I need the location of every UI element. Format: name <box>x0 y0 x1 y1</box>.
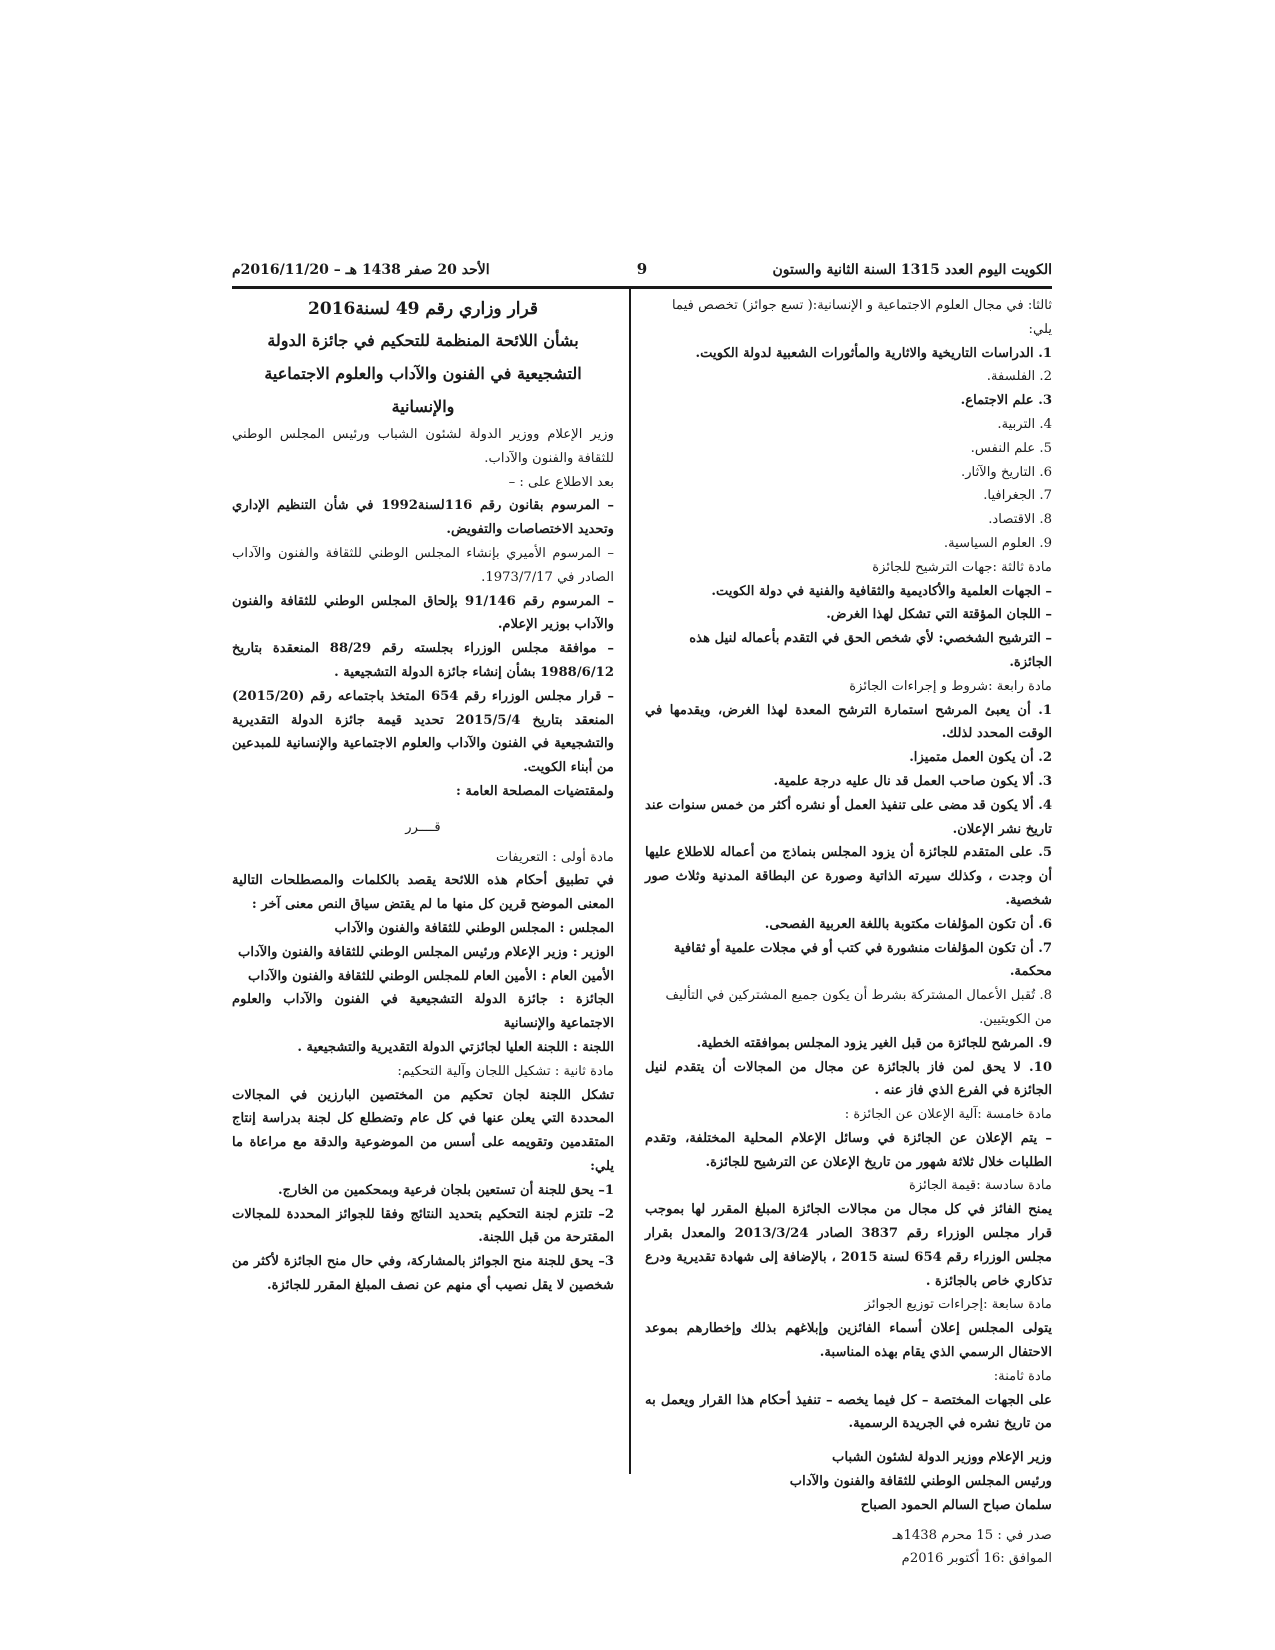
list-item: 3. ألا يكون صاحب العمل قد نال عليه درجة علمية. <box>773 773 1052 789</box>
signature-line: وزير الإعلام ووزير الدولة لشئون الشباب <box>832 1450 1052 1466</box>
list-item: – موافقة مجلس الوزراء بجلسته رقم 88/29 المنعقدة بتاريخ 1988/6/12 بشأن إنشاء جائزة الدولة التشجيعية . <box>232 641 614 680</box>
page-number: 9 <box>636 260 648 278</box>
list-item: 7. أن تكون المؤلفات منشورة في كتب أو في مجلات علمية أو ثقافية محكمة. <box>673 940 1052 980</box>
right-column <box>645 294 1052 1571</box>
list-item: 5. علم النفس. <box>970 440 1052 456</box>
decree-title-line: قرار وزاري رقم 49 لسنة2016 <box>307 299 539 319</box>
header-issue-info: الكويت اليوم العدد 1315 السنة الثانية والستون <box>772 262 1052 278</box>
list-item: 4. التربية. <box>997 416 1052 432</box>
column-divider <box>629 289 631 1474</box>
list-item: 3– يحق للجنة منح الجوائز بالمشاركة، وفي حال منح الجائزة لأكثر من شخصين لا يقل نصيب أي منهم عن نصف المبلغ المقرر للجائزة. <box>232 1254 614 1293</box>
paragraph: وزير الإعلام ووزير الدولة لشئون الشباب ورئيس المجلس الوطني للثقافة والفنون والآداب. <box>232 427 614 466</box>
decree-title-line: التشجيعية في الفنون والآداب والعلوم الاجتماعية <box>264 364 582 383</box>
article-heading: مادة رابعة :شروط و إجراءات الجائزة <box>849 678 1052 694</box>
paragraph: ولمقتضيات المصلحة العامة : <box>455 783 614 799</box>
article-heading: مادة سادسة :قيمة الجائزة <box>909 1178 1052 1194</box>
issue-date-gregorian: الموافق :16 أكتوبر 2016م <box>901 1551 1052 1567</box>
paragraph: ثالثا: في مجال العلوم الاجتماعية و الإنسانية:( تسع جوائز) تخصص فيما يلي: <box>672 298 1052 337</box>
paragraph: – يتم الإعلان عن الجائزة في وسائل الإعلام المحلية المختلفة، وتقدم الطلبات خلال ثلاثة شهور من تاريخ الإعلان عن الترشيح للجائزة. <box>645 1130 1052 1170</box>
article-heading: مادة ثالثة :جهات الترشيح للجائزة <box>872 559 1052 575</box>
list-item: 6. أن تكون المؤلفات مكتوبة باللغة العربية الفصحى. <box>764 916 1052 932</box>
list-item: 7. الجغرافيا. <box>983 488 1052 504</box>
signature-line: ورئيس المجلس الوطني للثقافة والفنون والآداب <box>789 1474 1052 1490</box>
article-heading: مادة ثانية : تشكيل اللجان وآلية التحكيم: <box>397 1063 614 1079</box>
left-column <box>232 294 614 1298</box>
list-item: – المرسوم رقم 91/146 بإلحاق المجلس الوطني للثقافة والفنون والآداب بوزير الإعلام. <box>232 593 614 633</box>
paragraph: يمنح الفائز في كل مجال من مجالات الجائزة المبلغ المقرر لها بموجب قرار مجلس الوزراء رقم 3837 الصادر 2013/3/24 والمعدل بقرار مجلس الوزراء رقم 654 لسنة 2015 ، بالإضافة إلى شهادة تقديرية ودرع تذكاري خاص بالجائزة . <box>645 1202 1052 1289</box>
list-item: 8. الاقتصاد. <box>988 512 1052 528</box>
paragraph: يتولى المجلس إعلان أسماء الفائزين وإبلاغهم بذلك وإخطارهم بموعد الاحتفال الرسمي الذي يقام بهذه المناسبة. <box>645 1321 1052 1361</box>
definition: الأمين العام : الأمين العام للمجلس الوطني للثقافة والفنون والآداب <box>248 968 614 984</box>
list-item: 2. الفلسفة. <box>986 369 1052 385</box>
signature-name: سلمان صباح السالم الحمود الصباح <box>860 1497 1052 1513</box>
list-item: 5. على المتقدم للجائزة أن يزود المجلس بنماذج من أعماله للاطلاع عليها أن وجدت ، وكذلك سيرته الذاتية وصورة عن البطاقة المدنية وثلاث صور شخصية. <box>645 845 1052 908</box>
list-item: 3. علم الاجتماع. <box>960 393 1052 409</box>
list-item: – الجهات العلمية والأكاديمية والثقافية والفنية في دولة الكويت. <box>711 583 1052 599</box>
issue-date: صدر في : 15 محرم 1438هـ <box>892 1527 1052 1543</box>
list-item: 1. أن يعبئ المرشح استمارة الترشح المعدة لهذا الغرض، ويقدمها في الوقت المحدد لذلك. <box>645 702 1052 742</box>
paragraph: على الجهات المختصة – كل فيما يخصه – تنفيذ أحكام هذا القرار ويعمل به من تاريخ نشره في الجريدة الرسمية. <box>645 1392 1052 1432</box>
page-header <box>232 258 1052 286</box>
definition: المجلس : المجلس الوطني للثقافة والفنون والآداب <box>334 920 614 936</box>
list-item: – الترشيح الشخصي: لأي شخص الحق في التقدم بأعماله لنيل هذه الجائزة. <box>689 631 1052 670</box>
list-item: 4. ألا يكون قد مضى على تنفيذ العمل أو نشره أكثر من خمس سنوات عند تاريخ نشر الإعلان. <box>645 797 1052 837</box>
decided-heading: قــــرر <box>405 819 441 835</box>
list-item: 2. أن يكون العمل متميزا. <box>909 750 1052 766</box>
list-item: – قرار مجلس الوزراء رقم 654 المتخذ باجتماعه رقم (2015/20) المنعقد بتاريخ 2015/5/4 تحديد قيمة جائزة الدولة التقديرية والتشجيعية في الفنون والآداب والعلوم الاجتماعية والإنسانية للمبدعين من أبناء الكويت. <box>232 688 614 776</box>
list-item: 10. لا يحق لمن فاز بالجائزة عن مجال من المجالات أن يتقدم لنيل الجائزة في الفرع الذي فاز عنه . <box>645 1059 1052 1099</box>
list-item: 9. المرشح للجائزة من قبل الغير يزود المجلس بموافقته الخطية. <box>696 1035 1052 1051</box>
article-heading: مادة سابعة :إجراءات توزيع الجوائز <box>864 1297 1052 1313</box>
list-item: – المرسوم الأميري بإنشاء المجلس الوطني للثقافة والفنون والآداب الصادر في 1973/7/17. <box>232 545 614 585</box>
decree-title <box>232 294 614 423</box>
list-item: 6. التاريخ والآثار. <box>961 464 1052 480</box>
list-item: – اللجان المؤقتة التي تشكل لهذا الغرض. <box>826 607 1052 623</box>
list-item: 8. تُقبل الأعمال المشتركة بشرط أن يكون جميع المشتركين في التأليف من الكويتيين. <box>665 988 1052 1027</box>
article-heading: مادة خامسة :آلية الإعلان عن الجائزة : <box>844 1107 1052 1123</box>
paragraph: بعد الاطلاع على : – <box>508 474 614 490</box>
paragraph: تشكل اللجنة لجان تحكيم من المختصين البارزين في المجالات المحددة التي يعلن عنها في كل عام وتضطلع كل لجنة بدراسة إنتاج المتقدمين وتقويمه على أسس من الموضوعية والدقة مع مراعاة ما يلي: <box>232 1087 614 1174</box>
list-item: 2– تلتزم لجنة التحكيم بتحديد النتائج وفقا للجوائز المحددة للمجالات المقترحة من قبل اللجنة. <box>232 1206 614 1246</box>
decree-title-line: والإنسانية <box>391 397 455 416</box>
list-item: 1. الدراسات التاريخية والاثارية والمأثورات الشعبية لدولة الكويت. <box>695 345 1052 361</box>
header-date: الأحد 20 صفر 1438 هـ – 2016/11/20م <box>232 262 490 278</box>
definition: الجائزة : جائزة الدولة التشجيعية في الفنون والآداب والعلوم الاجتماعية والإنسانية <box>232 992 614 1032</box>
definition: الوزير : وزير الإعلام ورئيس المجلس الوطني للثقافة والفنون والآداب <box>237 944 614 960</box>
list-item: 1– يحق للجنة أن تستعين بلجان فرعية وبمحكمين من الخارج. <box>277 1182 614 1198</box>
article-heading: مادة أولى : التعريفات <box>496 849 614 865</box>
list-item: 9. العلوم السياسية. <box>943 535 1052 551</box>
header-rule <box>232 286 1052 289</box>
signature-block <box>645 1446 1052 1517</box>
paragraph: في تطبيق أحكام هذه اللائحة يقصد بالكلمات والمصطلحات التالية المعنى الموضح قرين كل منها ما لم يقتض سياق النص معنى آخر : <box>232 873 614 913</box>
definition: اللجنة : اللجنة العليا لجائزتي الدولة التقديرية والتشجيعية . <box>297 1039 614 1055</box>
decree-title-line: بشأن اللائحة المنظمة للتحكيم في جائزة الدولة <box>267 331 579 350</box>
article-heading: مادة ثامنة: <box>993 1368 1052 1384</box>
list-item: – المرسوم بقانون رقم 116لسنة1992 في شأن التنظيم الإداري وتحديد الاختصاصات والتفويض. <box>232 498 614 538</box>
